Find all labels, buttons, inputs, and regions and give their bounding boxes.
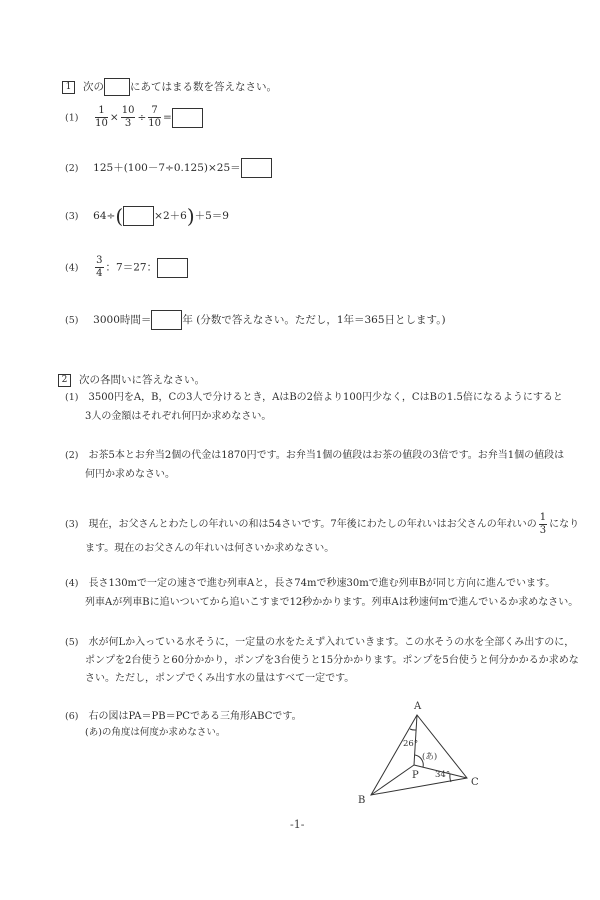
s2-question-6 (65, 710, 302, 740)
angle-label-34: 34° (435, 770, 451, 780)
page-number: -1- (290, 818, 305, 831)
question-text: 現在，お父さんとわたしの年れいの和は54さいです。7年後にわたしの年れいはお父さんの年れいの (88, 519, 537, 530)
question-number: (5) (65, 637, 79, 648)
answer-box[interactable] (241, 158, 272, 178)
expression: 3000時間＝ (93, 314, 152, 326)
segment-pb (371, 765, 414, 795)
s1-question-2 (65, 158, 272, 178)
fraction: $\frac{7}{10}$ (148, 105, 161, 129)
triangle-abc (371, 715, 467, 795)
fraction: $\frac{1}{3}$ (539, 512, 547, 536)
answer-box[interactable] (172, 108, 203, 128)
question-text: 列車Aが列車Bに追いついてから追いこすまで12秒かかります。列車Aは秒速何mで進んでいるか求めなさい。 (85, 597, 579, 608)
s2-question-1 (65, 391, 563, 424)
question-text: お茶5本とお弁当2個の代金は1870円です。お弁当1個の値段はお茶の値段の3倍です。お弁当1個の値段は (88, 450, 565, 461)
expression: ：7＝27： (105, 261, 158, 274)
fraction: $\frac{10}{3}$ (121, 105, 135, 129)
question-number: (5) (65, 315, 79, 326)
answer-box[interactable] (157, 258, 188, 278)
question-text: (あ)の角度は何度か求めなさい。 (85, 727, 226, 738)
heading-text: 次の各問いに答えなさい。 (79, 374, 205, 386)
operator: ÷ (137, 111, 147, 124)
question-number: (2) (65, 450, 79, 461)
question-text: 3人の金額はそれぞれ何円か求めなさい。 (85, 411, 272, 422)
question-text: 右の図はPA＝PB＝PCである三角形ABCです。 (88, 711, 302, 722)
fraction: $\frac{1}{10}$ (95, 105, 108, 129)
question-text: 何円か求めなさい。 (85, 469, 175, 480)
operator: × (109, 111, 119, 124)
question-text: になり (549, 519, 580, 530)
heading-text: 次の (83, 81, 104, 93)
question-number: (1) (65, 112, 79, 124)
s2-question-5 (65, 636, 579, 686)
question-text: ポンプを2台使うと60分かかり，ポンプを3台使うと15分かかります。ポンプを5台使うと何分かかるか求めな (85, 655, 579, 666)
paren: ) (186, 204, 195, 228)
expression: ＋5＝9 (194, 210, 229, 222)
question-number: (4) (65, 262, 79, 274)
question-number: (3) (65, 211, 79, 222)
section1-heading (62, 78, 277, 96)
angle-arc-26 (410, 729, 416, 730)
question-number: (2) (65, 163, 79, 174)
paren: ( (115, 204, 124, 228)
angle-label-26: 26° (403, 739, 419, 749)
instruction-text: 年 (分数で答えなさい。ただし，1年＝365日とします。) (182, 314, 446, 326)
answer-box[interactable] (151, 310, 182, 330)
section2-number: 2 (58, 374, 71, 387)
question-text: 水が何Lか入っている水そうに，一定量の水をたえず入れていきます。この水そうの水を全部くみ出すのに， (88, 637, 575, 648)
question-text: 3500円をA，B，Cの3人で分けるとき，AはBの2倍より100円少なく，CはBの1.5倍になるようにすると (88, 392, 563, 403)
s1-question-4 (65, 256, 188, 279)
s1-question-3 (65, 206, 229, 226)
heading-text: にあてはまる数を答えなさい。 (130, 81, 277, 93)
answer-box[interactable] (123, 206, 154, 226)
answer-box-example (104, 78, 130, 96)
vertex-label-b: B (358, 795, 366, 806)
s2-question-4 (65, 577, 578, 610)
expression: ×2＋6 (154, 210, 187, 222)
vertex-label-a: A (414, 701, 422, 712)
section1-number: 1 (62, 81, 75, 94)
expression: 125＋(100－7÷0.125)×25＝ (93, 162, 241, 174)
question-number: (4) (65, 578, 79, 589)
s1-question-5 (65, 310, 446, 330)
s1-question-1 (65, 106, 203, 129)
expression: 64÷ (93, 210, 116, 222)
question-text: ます。現在のお父さんの年れいは何さいか求めなさい。 (85, 543, 335, 554)
angle-label-unknown: (あ) (422, 752, 438, 762)
question-text: さい。ただし，ポンプでくみ出す水の量はすべて一定です。 (85, 673, 355, 684)
section2-heading (58, 373, 205, 387)
question-number: (3) (65, 519, 79, 530)
operator: = (162, 111, 172, 124)
s2-question-3 (65, 513, 579, 556)
point-label-p: P (412, 770, 419, 781)
question-number: (6) (65, 711, 79, 722)
question-text: 長さ130mで一定の速さで進む列車Aと，長さ74mで秒速30mで進む列車Bが同じ方向に進んでいます。 (88, 578, 556, 589)
vertex-label-c: C (471, 777, 479, 788)
triangle-figure (350, 695, 500, 815)
s2-question-2 (65, 449, 564, 482)
fraction: $\frac{3}{4}$ (96, 255, 103, 279)
question-number: (1) (65, 392, 79, 403)
